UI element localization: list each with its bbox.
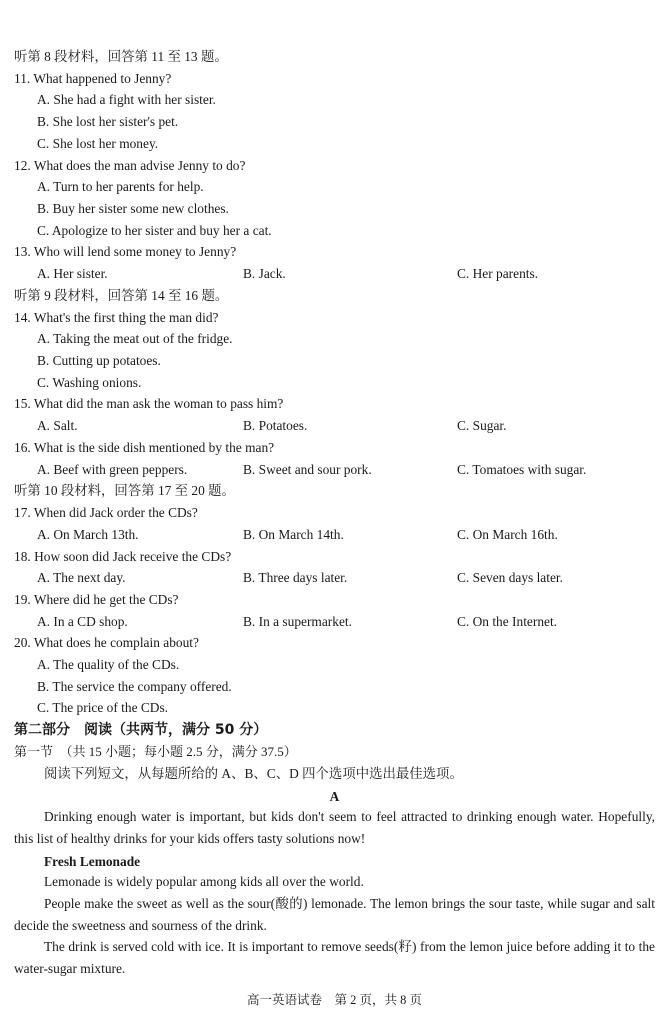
question-17-stem: 17. When did Jack order the CDs? <box>14 505 198 520</box>
passage-subtitle: Fresh Lemonade <box>44 854 141 869</box>
question-12-stem: 12. What does the man advise Jenny to do? <box>14 158 246 173</box>
question-18-option-b: B. Three days later. <box>243 570 348 585</box>
question-11-option-b: B. She lost her sister's pet. <box>37 114 179 129</box>
passage-paragraph-4: The drink is served cold with ice. It is important to remove seeds(籽) from the lemon juice before adding it to the water-sugar mixture. <box>14 939 655 976</box>
question-15-stem: 15. What did the man ask the woman to pass him? <box>14 396 284 411</box>
question-14-option-b: B. Cutting up potatoes. <box>37 353 161 368</box>
question-16-option-b: B. Sweet and sour pork. <box>243 462 372 477</box>
question-13-option-c: C. Her parents. <box>457 266 539 281</box>
question-14-stem: 14. What's the first thing the man did? <box>14 310 219 325</box>
question-13-option-a: A. Her sister. <box>37 266 108 281</box>
question-20-stem: 20. What does he complain about? <box>14 635 199 650</box>
question-17-option-b: B. On March 14th. <box>243 527 344 542</box>
question-11-stem: 11. What happened to Jenny? <box>14 71 172 86</box>
question-20-option-b: B. The service the company offered. <box>37 679 232 694</box>
question-15-option-a: A. Salt. <box>37 418 78 433</box>
question-17-option-c: C. On March 16th. <box>457 527 558 542</box>
question-16-option-c: C. Tomatoes with sugar. <box>457 462 587 477</box>
section-intro-11-13: 听第 8 段材料，回答第 11 至 13 题。 <box>14 49 228 64</box>
question-19-option-c: C. On the Internet. <box>457 614 558 629</box>
question-11-option-c: C. She lost her money. <box>37 136 159 151</box>
question-12-option-c: C. Apologize to her sister and buy her a cat. <box>37 223 272 238</box>
question-16-stem: 16. What is the side dish mentioned by the man? <box>14 440 275 455</box>
part-two-heading: 第二部分 阅读（共两节，满分 50 分） <box>14 722 268 738</box>
question-18-stem: 18. How soon did Jack receive the CDs? <box>14 549 232 564</box>
question-20-option-a: A. The quality of the CDs. <box>37 657 180 672</box>
question-18-option-c: C. Seven days later. <box>457 570 563 585</box>
question-18-option-a: A. The next day. <box>37 570 126 585</box>
question-20-option-c: C. The price of the CDs. <box>37 700 169 715</box>
section-one-heading: 第一节 （共 15 小题；每小题 2.5 分，满分 37.5） <box>14 744 297 759</box>
question-11-option-a: A. She had a fight with her sister. <box>37 92 216 107</box>
page-footer: 高一英语试卷 第 2 页，共 8 页 <box>246 993 422 1007</box>
question-14-option-a: A. Taking the meat out of the fridge. <box>37 331 233 346</box>
reading-instruction: 阅读下列短文，从每题所给的 A、B、C、D 四个选项中选出最佳选项。 <box>44 766 463 781</box>
section-intro-14-16: 听第 9 段材料，回答第 14 至 16 题。 <box>14 288 229 303</box>
passage-paragraph-2: Lemonade is widely popular among kids all over the world. <box>44 874 364 889</box>
passage-title: A <box>329 789 340 804</box>
question-14-option-c: C. Washing onions. <box>37 375 142 390</box>
question-13-stem: 13. Who will lend some money to Jenny? <box>14 244 237 259</box>
question-19-option-b: B. In a supermarket. <box>243 614 352 629</box>
question-17-option-a: A. On March 13th. <box>37 527 139 542</box>
question-19-option-a: A. In a CD shop. <box>37 614 128 629</box>
question-15-option-b: B. Potatoes. <box>243 418 308 433</box>
question-19-stem: 19. Where did he get the CDs? <box>14 592 179 607</box>
passage-paragraph-1: Drinking enough water is important, but kids don't seem to feel attracted to drinking enough water. Hopefully, this list of healthy drinks for your kids offers tasty solutions now! <box>14 809 655 846</box>
question-12-option-a: A. Turn to her parents for help. <box>37 179 204 194</box>
question-16-option-a: A. Beef with green peppers. <box>37 462 188 477</box>
question-15-option-c: C. Sugar. <box>457 418 507 433</box>
section-intro-17-20: 听第 10 段材料，回答第 17 至 20 题。 <box>14 483 235 498</box>
question-13-option-b: B. Jack. <box>243 266 286 281</box>
passage-paragraph-3: People make the sweet as well as the sour(酸的) lemonade. The lemon brings the sour taste, while sugar and salt decide the sweetness and sourness of the drink. <box>14 896 655 933</box>
question-12-option-b: B. Buy her sister some new clothes. <box>37 201 229 216</box>
